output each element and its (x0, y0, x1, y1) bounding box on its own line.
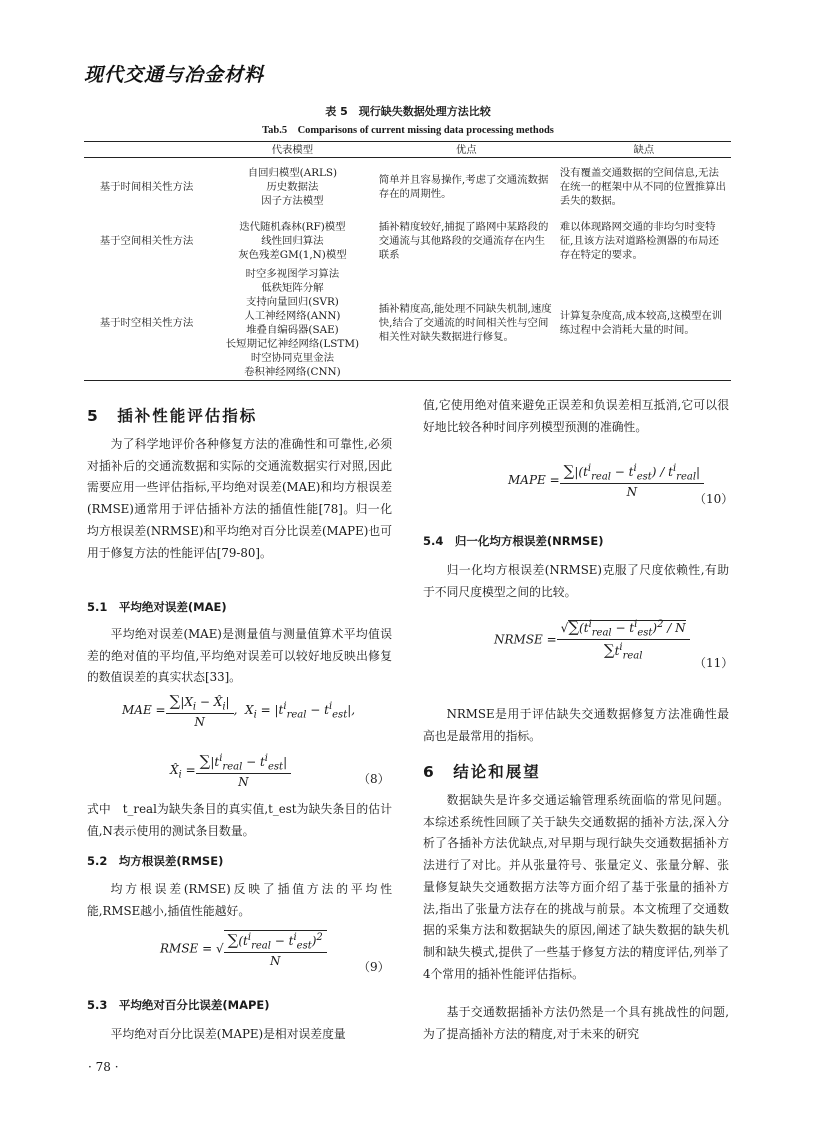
cons-cell: 计算复杂度高,成本较高,这模型在训练过程中会消耗大量的时间。 (557, 266, 731, 381)
equation-8-number: （8） (358, 772, 390, 786)
equation-rmse: RMSE = √ $\frac{\sum(t^i_{real} - t^i_{est})^2}{N}$ (160, 930, 327, 968)
table-row (84, 216, 731, 266)
section-6-paragraph-1: 数据缺失是许多交通运输管理系统面临的常见问题。本综述系统性回顾了关于缺失交通数据的插补方法,深入分析了各插补方法优缺点,对早期与现行缺失交通数据插补方法进行了对比。并从张量符号、张量定义、张量分解、张量修复缺失交通数据方法等方面介绍了基于张量的插补方法,指出了张量方法存在的挑战与前景。本文梳理了交通数据的采集方法和数据缺失的原因,阐述了缺失数据的缺失机制和缺失模式,提供了一些基于修复方法的精度评估,列举了4个常用的插补性能评估指标。 (423, 793, 729, 981)
category-cell: 基于时间相关性方法 (99, 180, 194, 193)
category-cell: 基于时空相关性方法 (84, 266, 209, 381)
models-cell (209, 158, 376, 216)
model-item: 支持向量回归(SVR) (245, 295, 339, 308)
equation-nrmse: NRMSE = $\frac{√\sum(t^i_{real} - t^i_{est})^2 / N}{\sum t^i_{real}}$ (494, 618, 690, 662)
equation-9-number: （9） (358, 960, 390, 974)
table-header: 优点 (376, 142, 557, 158)
model-item: 自回归模型(ARLS) (247, 166, 338, 179)
section-5-2-paragraph: 均方根误差(RMSE)反映了插值方法的平均性能,RMSE越小,插值性能越好。 (87, 882, 392, 918)
cons-cell: 没有覆盖交通数据的空间信息,无法在统一的框架中从不同的位置推算出丢失的数据。 (559, 166, 726, 207)
section-6-paragraph-2: 基于交通数据插补方法仍然是一个具有挑战性的问题,为了提高插补方法的精度,对于未来的研究 (423, 1005, 729, 1041)
model-item: 低秩矩阵分解 (261, 281, 324, 294)
page-number: · 78 · (88, 1060, 119, 1074)
section-5-heading: 5 插补性能评估指标 (87, 407, 258, 425)
table-caption-cn: 表 5 现行缺失数据处理方法比较 (325, 105, 491, 118)
model-item: 时空协同克里金法 (250, 351, 334, 364)
model-item: 卷积神经网络(CNN) (244, 365, 341, 378)
equation-mape: MAPE = $\frac{\sum|(t^i_{real} - t^i_{est}) / t^i_{real}|}{N}$ (508, 462, 704, 499)
model-item: 灰色残差GM(1,N)模型 (238, 248, 347, 261)
journal-logo: 现代交通与冶金材料 (84, 64, 265, 86)
models-cell (209, 266, 376, 381)
equation-mae: MAE = $\frac{\sum|X_i - X̂_i|}{N}$ , $X_i = |t^i_{real} - t^i_{est}|$, (122, 692, 356, 730)
section-5-3-heading: 5.3 平均绝对百分比误差(MAPE) (87, 998, 270, 1012)
table-caption-en: Tab.5 Comparisons of current missing data processing methods (262, 125, 554, 136)
cons-cell: 难以体现路网交通的非均匀时变特征,且该方法对道路检测器的布局还存在特定的要求。 (559, 220, 719, 261)
pros-cell: 插补精度较好,捕捉了路网中某路段的交通流与其他路段的交通流存在内生联系 (378, 220, 549, 261)
section-5-2-heading: 5.2 均方根误差(RMSE) (87, 854, 224, 868)
models-cell (209, 216, 376, 266)
table-header-row (84, 142, 731, 158)
section-5-3-paragraph: 平均绝对百分比误差(MAPE)是相对误差度量 (110, 1027, 346, 1041)
table-row (84, 158, 731, 216)
equation-8-note: 式中 t_real为缺失条目的真实值,t_est为缺失条目的估计值,N表示使用的测试条目数量。 (87, 802, 392, 838)
pros-cell: 插补精度高,能处理不同缺失机制,速度快,结合了交通流的时间相关性与空间相关性对缺失数据进行修复。 (376, 266, 557, 381)
equation-11-number: （11） (694, 656, 734, 670)
pros-cell: 简单并且容易操作,考虑了交通流数据存在的周期性。 (378, 173, 549, 200)
table-header (84, 142, 209, 158)
model-item: 人工神经网络(ANN) (244, 309, 341, 322)
category-cell: 基于空间相关性方法 (99, 234, 194, 247)
model-item: 线性回归算法 (261, 234, 324, 247)
equation-x-hat: $X̂_i$ = $\frac{\sum|t^i_{real} - t^i_{est}|}{N}$ (170, 752, 291, 789)
section-5-4-heading: 5.4 归一化均方根误差(NRMSE) (423, 534, 604, 548)
nrmse-paragraph: NRMSE是用于评估缺失交通数据修复方法准确性最高也是最常用的指标。 (423, 707, 729, 743)
model-item: 时空多视图学习算法 (245, 267, 340, 280)
model-item: 历史数据法 (266, 180, 319, 193)
model-item: 因子方法模型 (261, 194, 324, 207)
model-item: 迭代随机森林(RF)模型 (239, 220, 346, 233)
model-item: 堆叠自编码器(SAE) (246, 323, 339, 336)
section-5-4-paragraph: 归一化均方根误差(NRMSE)克服了尺度依赖性,有助于不同尺度模型之间的比较。 (423, 563, 729, 599)
mape-paragraph: 值,它使用绝对值来避免正误差和负误差相互抵消,它可以很好地比较各种时间序列模型预测的准确性。 (423, 398, 729, 434)
comparison-table (84, 141, 731, 381)
table-header: 代表模型 (209, 142, 376, 158)
section-5-1-paragraph: 平均绝对误差(MAE)是测量值与测量值算术平均值误差的绝对值的平均值,平均绝对误差可以较好地反映出修复的数值误差的真实状态[33]。 (87, 627, 392, 685)
table-row (84, 266, 731, 381)
table-header: 缺点 (557, 142, 731, 158)
equation-10-number: （10） (694, 492, 734, 506)
section-5-1-heading: 5.1 平均绝对误差(MAE) (87, 600, 227, 614)
section-6-heading: 6 结论和展望 (423, 763, 541, 781)
model-item: 长短期记忆神经网络(LSTM) (225, 337, 360, 350)
section-5-paragraph: 为了科学地评价各种修复方法的准确性和可靠性,必须对插补后的交通流数据和实际的交通流数据实行对照,因此需要应用一些评估指标,平均绝对误差(MAE)和均方根误差(RMSE)通常用于评估插补方法的插值性能[78]。归一化均方根误差(NRMSE)和平均绝对百分比误差(MAPE)也可用于修复方法的性能评估[79-80]。 (87, 437, 392, 560)
